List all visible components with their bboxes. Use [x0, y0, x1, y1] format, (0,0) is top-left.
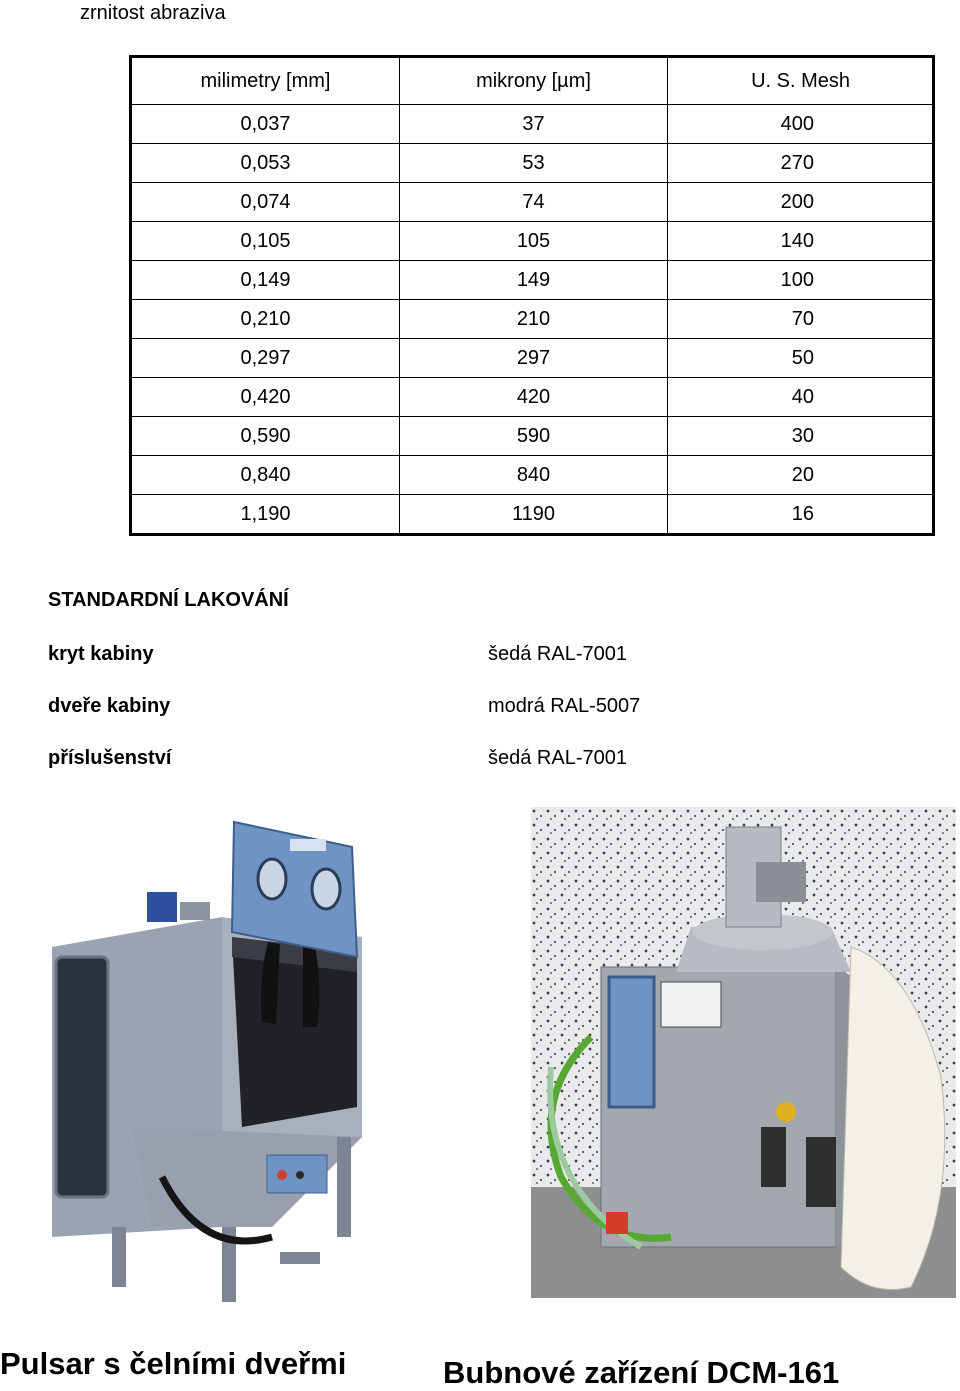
table-header-mm: milimetry [mm] — [131, 57, 400, 105]
table-header-mesh: U. S. Mesh — [668, 57, 934, 105]
cell-microns: 105 — [400, 222, 668, 261]
paint-label: dveře kabiny — [48, 695, 171, 717]
cell-microns: 840 — [400, 456, 668, 495]
cell-mesh: 270 — [668, 144, 934, 183]
cell-mesh: 16 — [668, 495, 934, 535]
cell-microns: 37 — [400, 105, 668, 144]
dcm-drum-unit-photo — [531, 807, 956, 1298]
right-photo-caption: Bubnové zařízení DCM-161 — [443, 1355, 840, 1390]
cell-mesh: 40 — [668, 378, 934, 417]
cell-mm: 0,297 — [131, 339, 400, 378]
cell-mm: 0,420 — [131, 378, 400, 417]
cell-mesh: 70 — [668, 300, 934, 339]
table-row — [131, 222, 934, 261]
table-header-microns: mikrony [µm] — [400, 57, 668, 105]
paint-value: šedá RAL-7001 — [488, 643, 627, 665]
table-row — [131, 339, 934, 378]
table-row — [131, 261, 934, 300]
paint-value: modrá RAL-5007 — [488, 695, 641, 717]
cell-microns: 149 — [400, 261, 668, 300]
cell-mm: 0,053 — [131, 144, 400, 183]
cell-mm: 0,105 — [131, 222, 400, 261]
cell-microns: 590 — [400, 417, 668, 456]
table-row — [131, 105, 934, 144]
cell-mm: 0,590 — [131, 417, 400, 456]
cell-mesh: 140 — [668, 222, 934, 261]
cell-microns: 420 — [400, 378, 668, 417]
table-body — [131, 105, 934, 535]
table-row — [131, 378, 934, 417]
cell-microns: 297 — [400, 339, 668, 378]
pulsar-cabinet-photo — [32, 807, 398, 1310]
cell-mm: 0,074 — [131, 183, 400, 222]
table-row — [131, 495, 934, 535]
grit-heading: zrnitost abraziva — [80, 2, 226, 24]
cell-mesh: 30 — [668, 417, 934, 456]
table-row — [131, 456, 934, 495]
cell-mesh: 200 — [668, 183, 934, 222]
pulsar-cabinet-illustration — [32, 807, 398, 1310]
cell-mesh: 50 — [668, 339, 934, 378]
cell-mm: 1,190 — [131, 495, 400, 535]
cell-microns: 53 — [400, 144, 668, 183]
cell-mm: 0,149 — [131, 261, 400, 300]
cell-mesh: 20 — [668, 456, 934, 495]
paint-label: kryt kabiny — [48, 643, 154, 665]
left-photo-caption: Pulsar s čelními dveřmi — [0, 1346, 347, 1381]
cell-mm: 0,210 — [131, 300, 400, 339]
cell-microns: 1190 — [400, 495, 668, 535]
cell-mm: 0,840 — [131, 456, 400, 495]
dcm-drum-illustration — [531, 807, 956, 1298]
table-row — [131, 183, 934, 222]
grit-table — [129, 55, 935, 536]
cell-mm: 0,037 — [131, 105, 400, 144]
cell-mesh: 100 — [668, 261, 934, 300]
cell-microns: 74 — [400, 183, 668, 222]
cell-mesh: 400 — [668, 105, 934, 144]
paint-value: šedá RAL-7001 — [488, 747, 627, 769]
table-row — [131, 300, 934, 339]
table-header-row — [131, 57, 934, 105]
painting-title: STANDARDNÍ LAKOVÁNÍ — [48, 589, 289, 611]
table-row — [131, 417, 934, 456]
cell-microns: 210 — [400, 300, 668, 339]
table-row — [131, 144, 934, 183]
paint-label: příslušenství — [48, 747, 172, 769]
